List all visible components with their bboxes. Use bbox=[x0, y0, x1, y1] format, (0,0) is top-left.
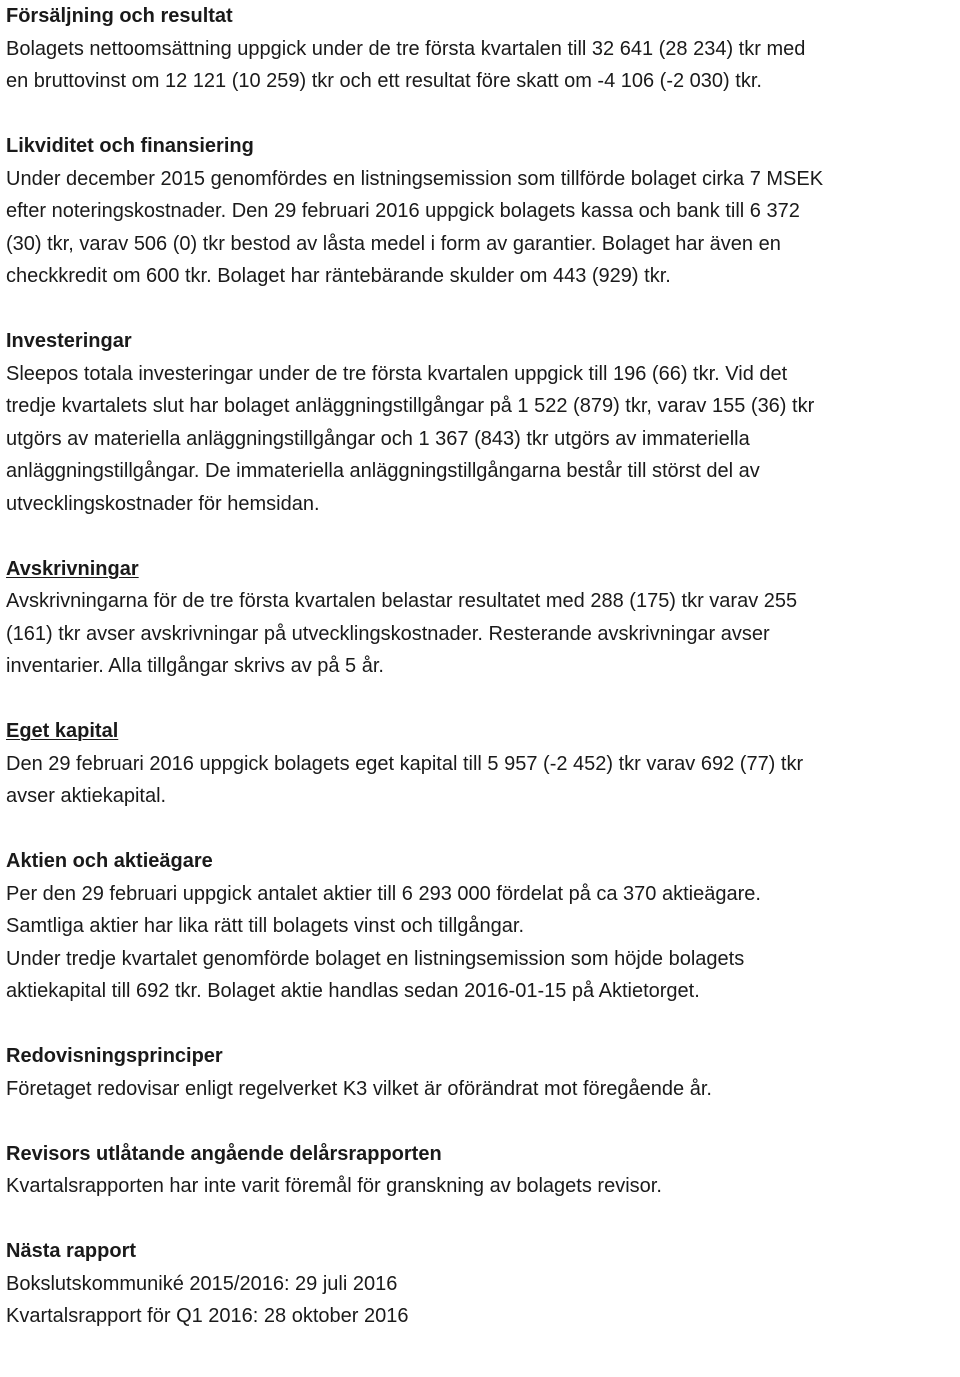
section-heading: Nästa rapport bbox=[6, 1240, 137, 1262]
spacer bbox=[6, 293, 954, 326]
section-shares-and-shareholders bbox=[6, 845, 954, 1008]
section-sales-and-results bbox=[6, 0, 954, 98]
spacer bbox=[6, 813, 954, 846]
section-heading: Avskrivningar bbox=[6, 557, 139, 580]
body-line: utvecklingskostnader för hemsidan. bbox=[6, 492, 320, 515]
body-line: efter noteringskostnader. Den 29 februari 2016 uppgick bolagets kassa och bank till 6 372 bbox=[6, 200, 800, 222]
body-line: checkkredit om 600 tkr. Bolaget har räntebärande skulder om 443 (929) tkr. bbox=[6, 265, 671, 287]
section-investments bbox=[6, 325, 954, 520]
body-line: avser aktiekapital. bbox=[6, 785, 167, 807]
body-line: Avskrivningarna för de tre första kvartalen belastar resultatet med 288 (175) tkr varav 255 bbox=[6, 590, 798, 612]
section-heading: Redovisningsprinciper bbox=[6, 1045, 223, 1067]
section-heading: Aktien och aktieägare bbox=[6, 850, 213, 872]
section-body bbox=[6, 748, 954, 813]
spacer bbox=[6, 683, 954, 716]
section-body bbox=[6, 1268, 954, 1333]
section-body bbox=[6, 1170, 954, 1203]
section-heading: Eget kapital bbox=[6, 720, 119, 742]
section-heading: Försäljning och resultat bbox=[6, 5, 233, 27]
body-line: Under december 2015 genomfördes en listningsemission som tillförde bolaget cirka 7 MSEK bbox=[6, 167, 824, 190]
section-body bbox=[6, 585, 954, 683]
body-line: tredje kvartalets slut har bolaget anläggningstillgångar på 1 522 (879) tkr, varav 155 (36) tkr bbox=[6, 395, 815, 417]
spacer bbox=[6, 1203, 954, 1236]
section-heading: Investeringar bbox=[6, 330, 132, 352]
body-line: anläggningstillgångar. De immateriella anläggningstillgångarna består till störst del av bbox=[6, 460, 760, 482]
section-liquidity-and-financing bbox=[6, 130, 954, 293]
section-accounting-principles bbox=[6, 1040, 954, 1105]
body-line: Företaget redovisar enligt regelverket K3 vilket är oförändrat mot föregående år. bbox=[6, 1077, 712, 1100]
section-heading: Revisors utlåtande angående delårsrapporten bbox=[6, 1142, 442, 1165]
body-line: Kvartalsrapport för Q1 2016: 28 oktober 2016 bbox=[6, 1305, 409, 1327]
section-body bbox=[6, 1073, 954, 1106]
body-line: aktiekapital till 692 tkr. Bolaget aktie handlas sedan 2016-01-15 på Aktietorget. bbox=[6, 980, 700, 1002]
section-auditor-statement bbox=[6, 1138, 954, 1203]
spacer bbox=[6, 1105, 954, 1138]
body-line: Bolagets nettoomsättning uppgick under de tre första kvartalen till 32 641 (28 234) tkr med bbox=[6, 37, 806, 60]
spacer bbox=[6, 520, 954, 553]
body-line: Per den 29 februari uppgick antalet aktier till 6 293 000 fördelat på ca 370 aktieägare. bbox=[6, 882, 761, 905]
spacer bbox=[6, 98, 954, 131]
section-body bbox=[6, 358, 954, 521]
section-next-report bbox=[6, 1235, 954, 1333]
body-line: Kvartalsrapporten har inte varit föremål för granskning av bolagets revisor. bbox=[6, 1175, 662, 1197]
section-body bbox=[6, 878, 954, 1008]
section-equity bbox=[6, 715, 954, 813]
body-line: Den 29 februari 2016 uppgick bolagets eget kapital till 5 957 (-2 452) tkr varav 692 (77) tkr bbox=[6, 752, 804, 775]
spacer bbox=[6, 1008, 954, 1041]
body-line: inventarier. Alla tillgångar skrivs av på 5 år. bbox=[6, 655, 384, 677]
body-line: Under tredje kvartalet genomförde bolaget en listningsemission som höjde bolagets bbox=[6, 947, 745, 970]
section-heading: Likviditet och finansiering bbox=[6, 135, 254, 157]
section-depreciation bbox=[6, 553, 954, 683]
body-line: utgörs av materiella anläggningstillgångar och 1 367 (843) tkr utgörs av immateriella bbox=[6, 427, 750, 450]
body-line: Sleepos totala investeringar under de tre första kvartalen uppgick till 196 (66) tkr. Vid det bbox=[6, 362, 788, 385]
section-body bbox=[6, 163, 954, 293]
body-line: (30) tkr, varav 506 (0) tkr bestod av låsta medel i form av garantier. Bolaget har även en bbox=[6, 232, 781, 255]
body-line: (161) tkr avser avskrivningar på utvecklingskostnader. Resterande avskrivningar avser bbox=[6, 622, 770, 645]
body-line: en bruttovinst om 12 121 (10 259) tkr och ett resultat före skatt om -4 106 (-2 030) tkr. bbox=[6, 70, 762, 92]
body-line: Bokslutskommuniké 2015/2016: 29 juli 2016 bbox=[6, 1272, 398, 1295]
body-line: Samtliga aktier har lika rätt till bolagets vinst och tillgångar. bbox=[6, 915, 525, 937]
section-body bbox=[6, 33, 954, 98]
